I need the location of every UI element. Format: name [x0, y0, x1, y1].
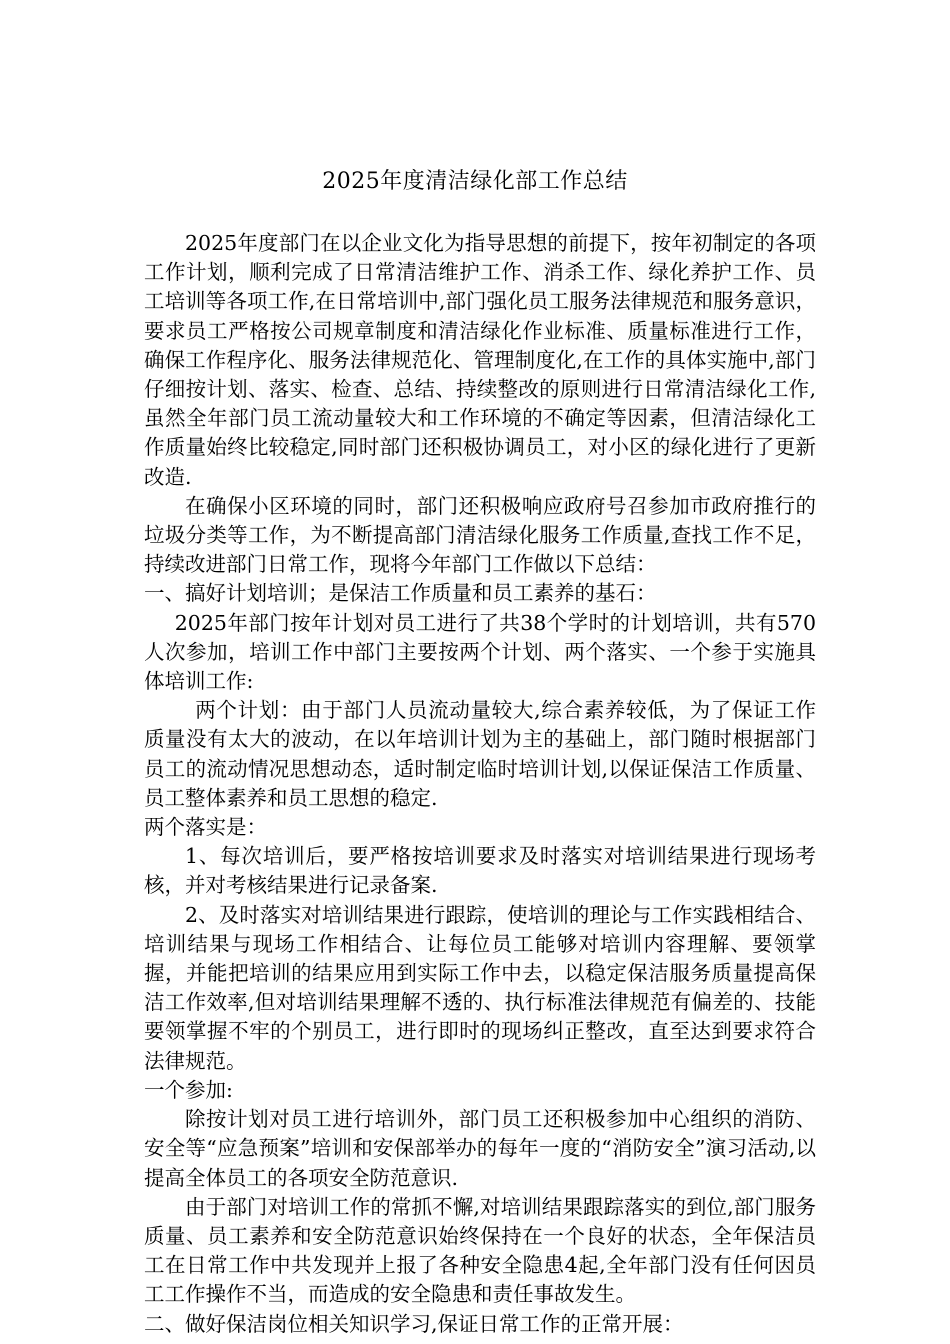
paragraph-context: 在确保小区环境的同时，部门还积极响应政府号召参加市政府推行的垃圾分类等工作，为不断提高部门清洁绿化服务工作质量,查找工作不足，持续改进部门日常工作，现将今年部门工作做以下总结：: [144, 493, 816, 577]
paragraph-two-plans: 两个计划：由于部门人员流动量较大,综合素养较低，为了保证工作质量没有太大的波动，在以年培训计划为主的基础上，部门随时根据部门员工的流动情况思想动态，适时制定临时培训计划,以保证保洁工作质量、员工整体素养和员工思想的稳定.: [144, 698, 816, 810]
paragraph-training-stats: 2025年部门按年计划对员工进行了共38个学时的计划培训，共有570人次参加，培训工作中部门主要按两个计划、两个落实、一个参于实施具体培训工作:: [144, 610, 816, 694]
paragraph-results: 由于部门对培训工作的常抓不懈,对培训结果跟踪落实的到位,部门服务质量、员工素养和安全防范意识始终保持在一个良好的状态，全年保洁员工在日常工作中共发现并上报了各种安全隐患4起,全年部门没有任何因员工工作操作不当，而造成的安全隐患和责任事故发生。: [144, 1194, 816, 1307]
paragraph-intro: 2025年度部门在以企业文化为指导思想的前提下，按年初制定的各项工作计划，顺利完成了日常清洁维护工作、消杀工作、绿化养护工作、员工培训等各项工作,在日常培训中,部门强化员工服务法律规范和服务意识，要求员工严格按公司规章制度和清洁绿化作业标准、质量标准进行工作，确保工作程序化、服务法律规范化、管理制度化,在工作的具体实施中,部门仔细按计划、落实、检查、总结、持续整改的原则进行日常清洁绿化工作,虽然全年部门员工流动量较大和工作环境的不确定等因素，但清洁绿化工作质量始终比较稳定,同时部门还积极协调员工，对小区的绿化进行了更新改造.: [144, 231, 816, 489]
section-heading-1: 一、搞好计划培训；是保洁工作质量和员工素养的基石：: [144, 581, 657, 606]
document-body: [144, 229, 816, 1339]
subheading-one-participation: 一个参加:: [144, 1077, 233, 1102]
section-heading-2: 二、做好保洁岗位相关知识学习,保证日常工作的正常开展：: [144, 1311, 684, 1336]
subheading-two-implementations: 两个落实是：: [144, 815, 267, 840]
list-item-1: 1、每次培训后，要严格按培训要求及时落实对培训结果进行现场考核，并对考核结果进行记录备案.: [144, 844, 816, 898]
paragraph-participation: 除按计划对员工进行培训外，部门员工还积极参加中心组织的消防、安全等“应急预案”培训和安保部举办的每年一度的“消防安全”演习活动,以提高全体员工的各项安全防范意识.: [144, 1107, 816, 1190]
page-title: 2025年度清洁绿化部工作总结: [322, 169, 628, 194]
list-item-2: 2、及时落实对培训结果进行跟踪，使培训的理论与工作实践相结合、培训结果与现场工作相结合、让每位员工能够对培训内容理解、要领掌握，并能把培训的结果应用到实际工作中去，以稳定保洁服务质量提高保洁工作效率,但对培训结果理解不透的、执行标准法律规范有偏差的、技能要领掌握不牢的个别员工，进行即时的现场纠正整改，直至达到要求符合法律规范。: [144, 902, 816, 1073]
